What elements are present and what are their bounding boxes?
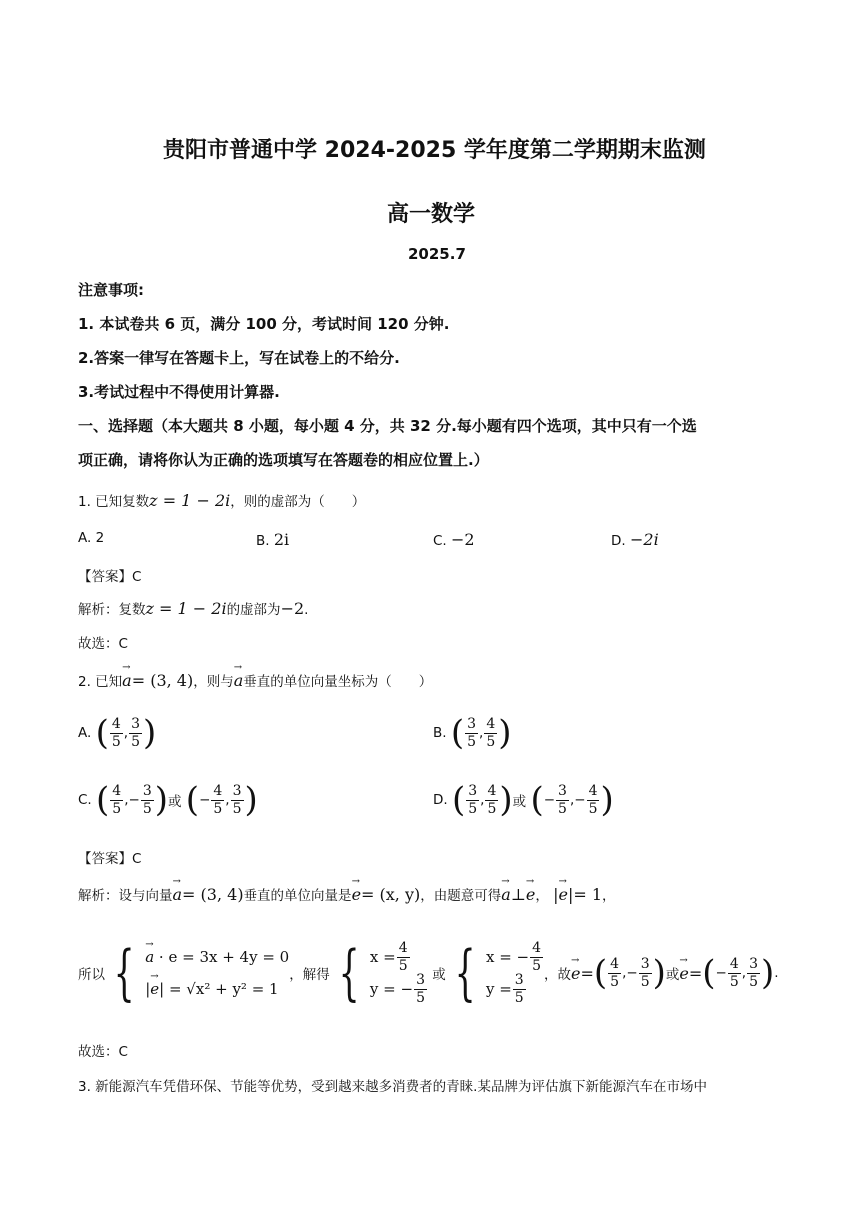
sol2-x: x = − (485, 948, 530, 966)
q2-so: 所以 (78, 967, 105, 983)
q1-option-d (611, 530, 659, 549)
q1-option-b-value: 2i (273, 530, 290, 549)
frac-num: 3 (749, 955, 758, 972)
frac-num: 4 (486, 715, 496, 732)
frac-den: 5 (111, 733, 121, 750)
frac-num: 4 (729, 955, 739, 972)
eq-sign: = (580, 963, 594, 983)
frac-den: 5 (588, 800, 598, 817)
frac-num: 4 (610, 955, 620, 972)
q2-expr: = (3, 4) (131, 671, 194, 690)
notes-heading: 注意事项: (78, 281, 144, 299)
note-item-1: 1. 本试卷共 6 页，满分 100 分，考试时间 120 分钟. (78, 315, 450, 333)
frac-den: 5 (640, 973, 650, 990)
q1-analysis-prefix: 解析：复数 (78, 602, 146, 618)
q2-option-c-label: C. (78, 792, 92, 808)
exam-subject: 高一数学 (387, 202, 476, 227)
q2-analysis-i: ， (602, 888, 616, 904)
q1-option-c (433, 530, 475, 549)
note-item-3: 3.考试过程中不得使用计算器. (78, 383, 280, 401)
q1-analysis-val: −2 (280, 599, 305, 618)
or-label: 或 (512, 794, 527, 810)
frac-num: 3 (640, 955, 650, 972)
q1-prefix: 1. 已知复数 (78, 494, 150, 510)
section-heading-line2: 项正确，请将你认为正确的选项填写在答题卷的相应位置上.） (78, 451, 489, 469)
q2-choose: 故选：C (78, 1044, 128, 1060)
frac-num: 4 (487, 782, 497, 799)
q1-suffix: ，则的虚部为（ ） (230, 494, 366, 510)
q2-option-b-label: B. (433, 725, 447, 741)
frac-num: 4 (398, 939, 408, 956)
q1-option-b (256, 530, 289, 549)
frac-den: 5 (532, 957, 542, 974)
q2-option-b: B. ( $\frac{3}{5}$ , $\frac{4}{5}$ ) (433, 713, 512, 753)
frac-den: 5 (610, 973, 620, 990)
frac-den: 5 (468, 800, 478, 817)
question-1 (78, 490, 365, 510)
q2-mid: ，则与 (193, 674, 234, 690)
q2-analysis-c: 垂直的单位向量是 (243, 888, 352, 904)
q1-option-d-label: D. (611, 533, 626, 549)
q1-analysis-end: . (304, 602, 309, 618)
frac-den: 5 (749, 973, 758, 990)
frac-den: 5 (142, 800, 152, 817)
question-2: 2. 已知→ a= (3, 4)，则与→ a垂直的单位向量坐标为（ ） (78, 670, 432, 690)
sol1-x: x = (369, 948, 396, 966)
frac-num: 3 (131, 715, 140, 732)
q2-analysis-system: 所以 { → a · e = 3x + 4y = 0 | → e | = √x² + y² = 1 ，解得 { x = $\frac{4}{5}$ y = − $\frac{3}{5}$ 或 { x = − $\frac{4}{5}$ y = $\frac{3}{5}$ ，故 → e = ( $\frac{4}{5}$ ,− $\frac{3}{5}$ ) 或 → e = ( − $\frac{4}{5}$ , $\frac{3}{5}$ ) . (78, 928, 779, 1018)
frac-num: 4 (588, 782, 598, 799)
sys1-row2: = √x² + y² = 1 (168, 980, 279, 998)
frac-den: 5 (131, 733, 140, 750)
frac-den: 5 (487, 800, 497, 817)
q2-analysis-b: = (3, 4) (182, 885, 244, 904)
frac-den: 5 (729, 973, 739, 990)
q2-option-d: D. ( $\frac{3}{5}$ , $\frac{4}{5}$ ) 或 ( − $\frac{3}{5}$ ,− $\frac{4}{5}$ ) (433, 780, 614, 820)
note-item-2: 2.答案一律写在答题卡上，写在试卷上的不给分. (78, 349, 400, 367)
or-label: 或 (665, 967, 680, 983)
q2-end: . (774, 965, 779, 981)
question-3: 3. 新能源汽车凭借环保、节能等优势，受到越来越多消费者的青睐.某品牌为评估旗下新能源汽车在市场中 (78, 1079, 707, 1095)
q2-option-c: C. ( $\frac{4}{5}$ ,− $\frac{3}{5}$ ) 或 ( − $\frac{4}{5}$ , $\frac{3}{5}$ ) (78, 780, 258, 820)
eq-sign: = (688, 963, 703, 983)
q1-option-c-value: −2 (451, 530, 475, 549)
q1-option-b-label: B. (256, 533, 270, 549)
sys1-row1: · e = 3x + 4y = 0 (158, 948, 290, 966)
q2-analysis-d: = (x, y) (361, 885, 421, 904)
sol1-y: y = − (369, 980, 414, 998)
q2-analysis-a: 解析：设与向量 (78, 888, 173, 904)
frac-den: 5 (467, 733, 477, 750)
frac-num: 3 (558, 782, 567, 799)
frac-num: 3 (232, 782, 242, 799)
q2-analysis-line1: 解析：设与向量→ a= (3, 4)垂直的单位向量是→ e= (x, y)，由题意可得→ a⊥→ e， |→ e|= 1， (78, 884, 616, 904)
q2-analysis-h: = 1 (573, 885, 603, 904)
q2-solve: ，解得 (289, 967, 330, 983)
q1-choose: 故选：C (78, 636, 128, 652)
q2-analysis-e: ，由题意可得 (420, 888, 502, 904)
exam-date: 2025.7 (408, 245, 466, 263)
q1-analysis-mid: 的虚部为 (226, 602, 281, 618)
frac-num: 4 (112, 782, 122, 799)
q2-analysis-f: ⊥ (510, 885, 526, 904)
frac-num: 3 (467, 715, 477, 732)
frac-num: 4 (213, 782, 223, 799)
q2-so2: ，故 (544, 967, 572, 983)
or-label: 或 (168, 794, 182, 810)
q1-option-a: A. 2 (78, 530, 105, 546)
q2-option-d-label: D. (433, 792, 448, 808)
frac-num: 3 (142, 782, 152, 799)
q2-answer: 【答案】C (78, 851, 142, 867)
q2-suffix: 垂直的单位向量坐标为（ ） (243, 674, 433, 690)
q1-answer: 【答案】C (78, 569, 142, 585)
frac-den: 5 (416, 989, 425, 1006)
or-label: 或 (432, 967, 446, 983)
q1-option-d-value: −2i (629, 530, 659, 549)
exam-title: 贵阳市普通中学 2024-2025 学年度第二学期期末监测 (163, 138, 706, 163)
frac-den: 5 (398, 957, 408, 974)
q2-option-a-label: A. (78, 725, 92, 741)
q2-option-a: A. ( $\frac{4}{5}$ , $\frac{3}{5}$ ) (78, 713, 157, 753)
frac-den: 5 (558, 800, 567, 817)
frac-num: 4 (111, 715, 121, 732)
q2-prefix: 2. 已知 (78, 674, 123, 690)
q1-analysis (78, 598, 308, 618)
frac-den: 5 (232, 800, 242, 817)
frac-num: 4 (532, 939, 542, 956)
frac-den: 5 (486, 733, 496, 750)
frac-den: 5 (514, 989, 524, 1006)
q2-analysis-g: ， (535, 888, 549, 904)
q1-analysis-expr: z = 1 − 2i (145, 599, 227, 618)
q1-option-c-label: C. (433, 533, 447, 549)
frac-num: 3 (468, 782, 478, 799)
sol2-y: y = (485, 980, 512, 998)
frac-num: 3 (416, 971, 425, 988)
frac-den: 5 (112, 800, 122, 817)
frac-den: 5 (213, 800, 223, 817)
section-heading-line1: 一、选择题（本大题共 8 小题，每小题 4 分，共 32 分.每小题有四个选项，其中只有一个选 (78, 417, 697, 435)
q1-expr: z = 1 − 2i (149, 491, 231, 510)
frac-num: 3 (514, 971, 524, 988)
